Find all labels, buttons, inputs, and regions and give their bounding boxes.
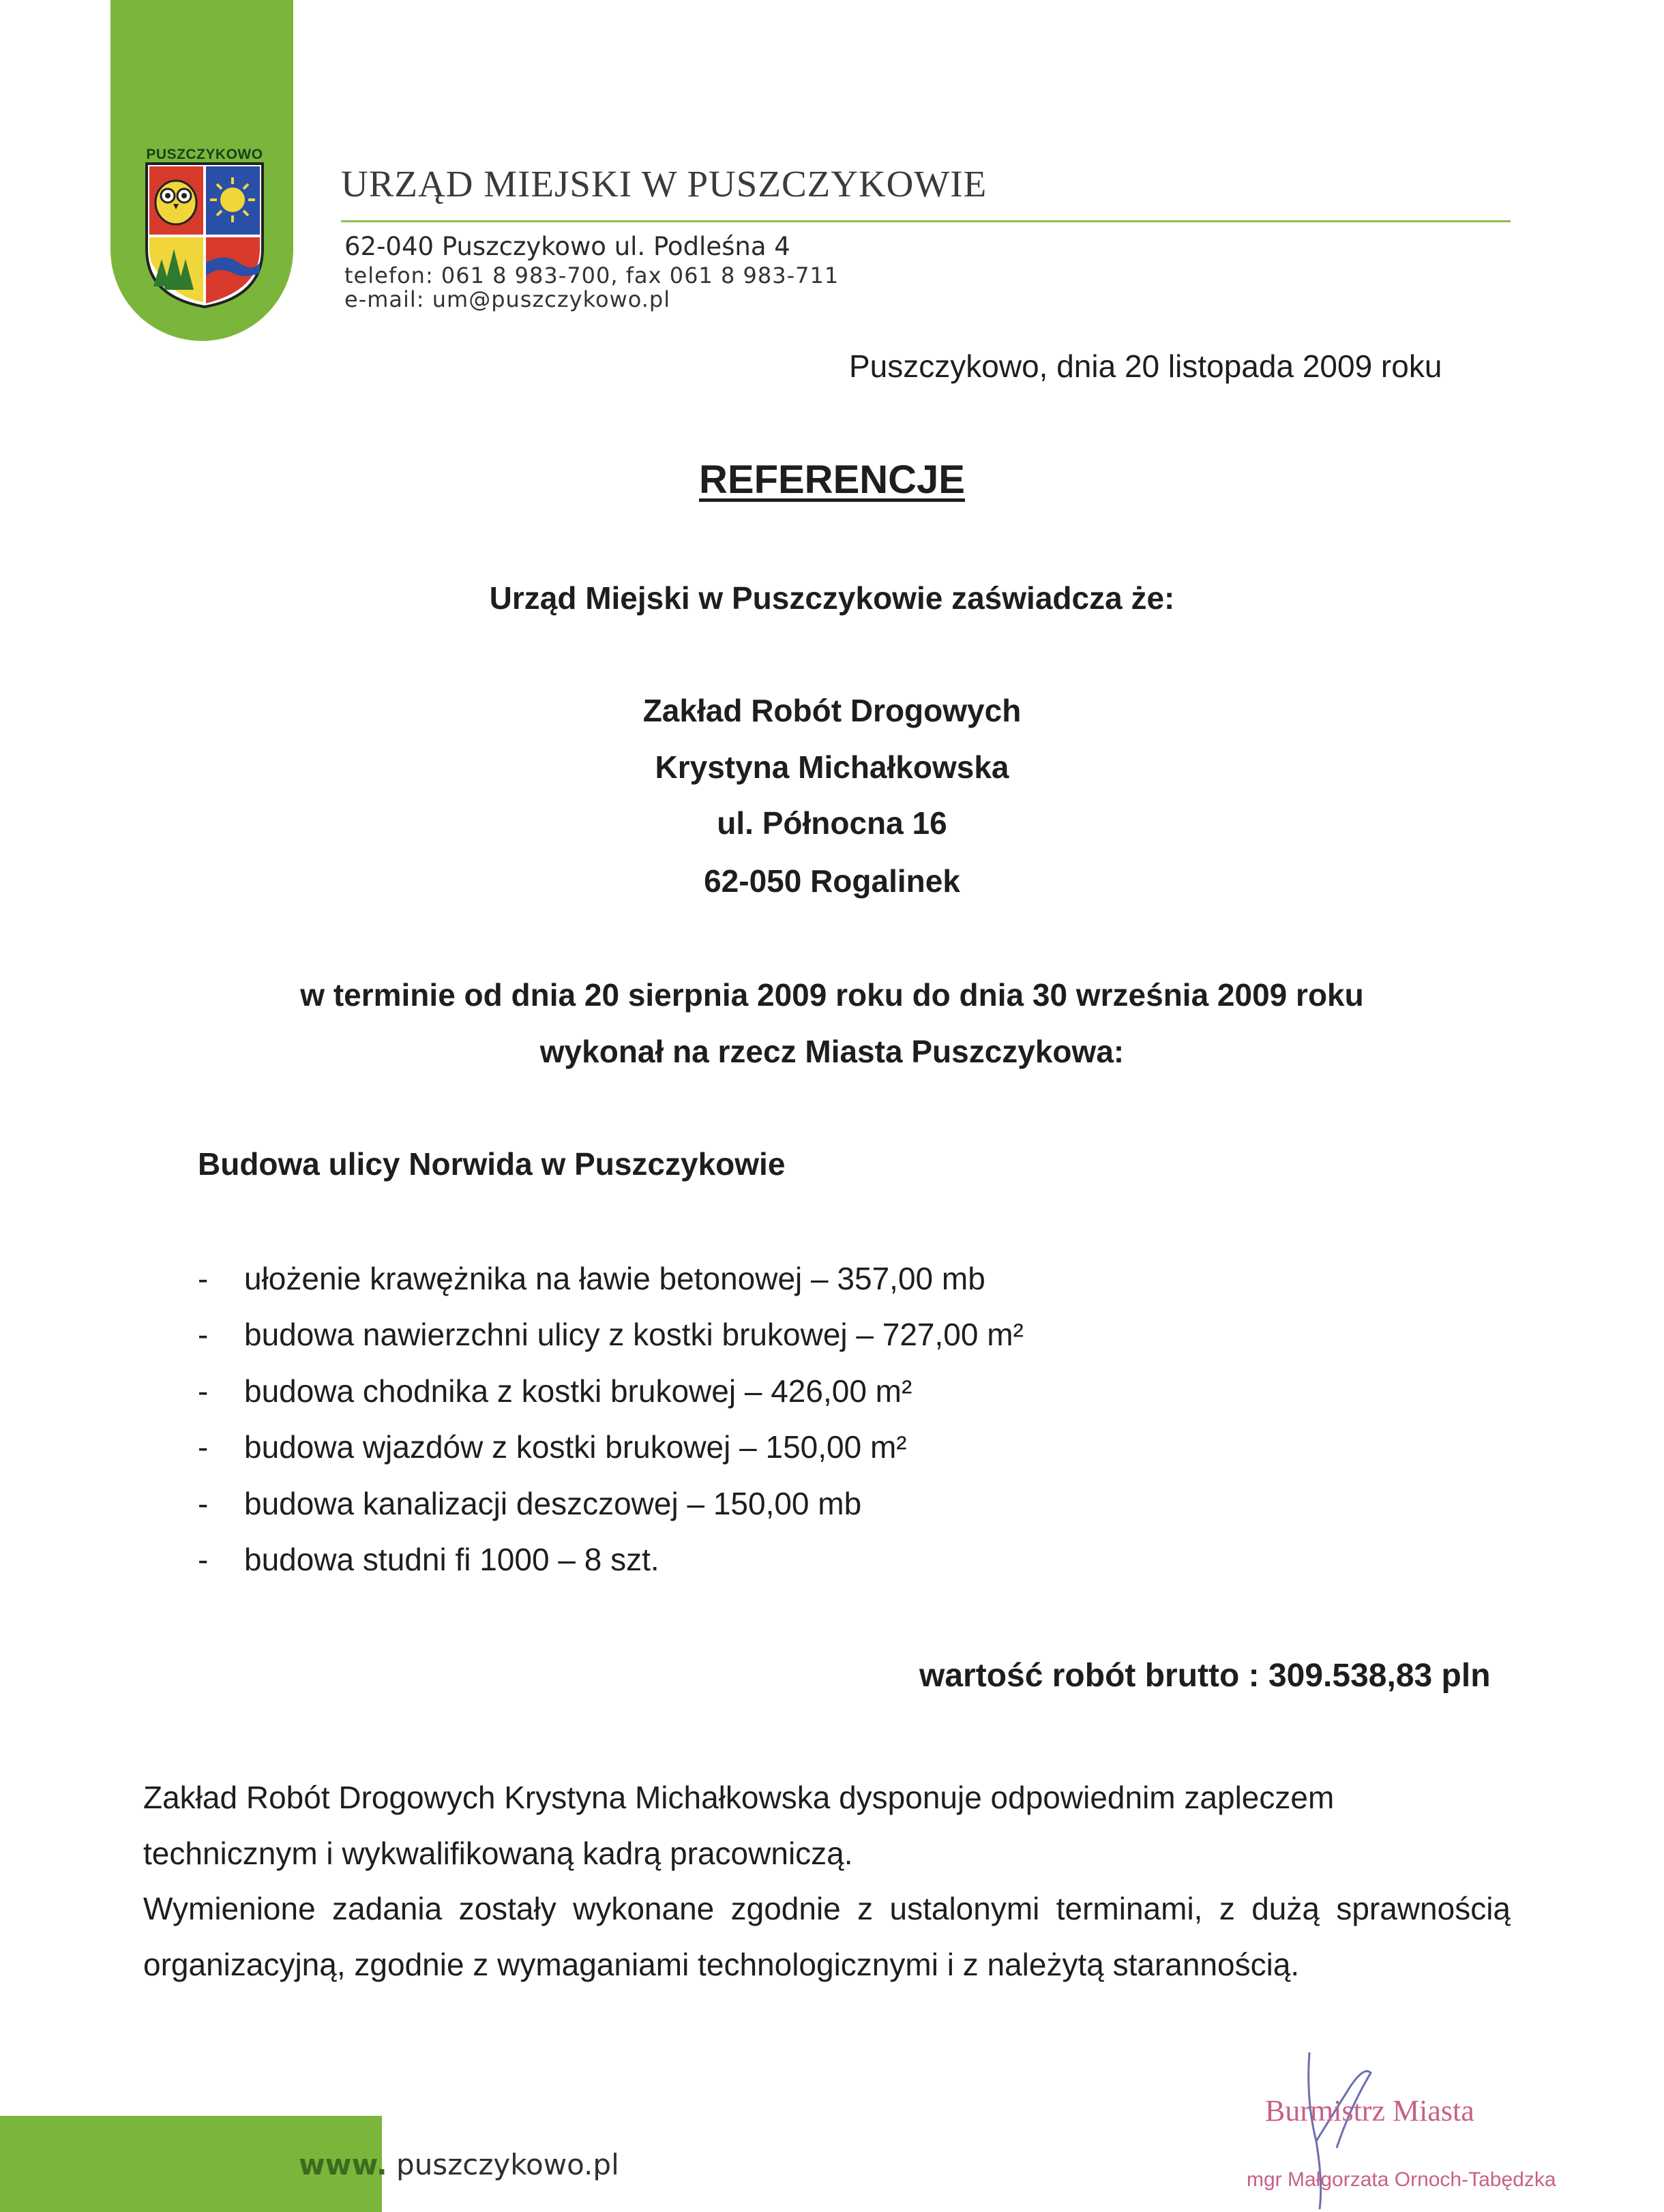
bullet-dash: -	[198, 1486, 209, 1521]
bullet-dash: -	[198, 1429, 209, 1465]
company-line: 62-050 Rogalinek	[704, 863, 960, 899]
term-line: w terminie od dnia 20 sierpnia 2009 roku do dnia 30 września 2009 roku	[300, 977, 1364, 1013]
list-item-text: budowa studni fi 1000 – 8 szt.	[244, 1542, 659, 1577]
certify-statement: Urząd Miejski w Puszczykowie zaświadcza że:	[489, 580, 1175, 616]
footer-www: www.	[299, 2148, 387, 2181]
list-item-text: budowa wjazdów z kostki brukowej – 150,00 m²	[244, 1429, 907, 1465]
paragraph-completion: Wymienione zadania zostały wykonane zgodnie z ustalonymi terminami, z dużą sprawnością organizacyjną, zgodnie z wymaganiami technologicznymi i z należytą starannością.	[143, 1891, 1511, 1982]
signature-title: Burmistrz Miasta	[1265, 2094, 1474, 2127]
coat-of-arms-icon	[143, 160, 266, 310]
bullet-dash: -	[198, 1373, 209, 1409]
bullet-dash: -	[198, 1261, 209, 1296]
crest-label: PUSZCZYKOWO	[146, 147, 263, 162]
company-line: Zakład Robót Drogowych	[642, 693, 1022, 728]
list-item-text: budowa chodnika z kostki brukowej – 426,00 m²	[244, 1373, 912, 1409]
list-item	[198, 1373, 912, 1409]
signature-name: mgr Małgorzata Ornoch-Tabędzka	[1247, 2168, 1556, 2191]
company-line: ul. Północna 16	[717, 805, 947, 841]
office-phone: telefon: 061 8 983-700, fax 061 8 983-711	[344, 263, 840, 288]
document-title: REFERENCJE	[699, 458, 965, 502]
footer-website[interactable]	[299, 2148, 619, 2181]
list-item-text: budowa nawierzchni ulicy z kostki brukowej – 727,00 m²	[244, 1317, 1024, 1352]
bullet-dash: -	[198, 1317, 209, 1352]
list-item-text: ułożenie krawężnika na ławie betonowej – 357,00 mb	[244, 1261, 985, 1296]
office-email: e-mail: um@puszczykowo.pl	[344, 286, 671, 312]
paragraph-capabilities: Zakład Robót Drogowych Krystyna Michałkowska dysponuje odpowiednim zapleczem technicznym i wykwalifikowaną kadrą pracowniczą.	[143, 1780, 1335, 1871]
header-divider	[341, 220, 1511, 222]
list-item	[198, 1316, 1024, 1353]
list-item	[198, 1541, 659, 1578]
footer-domain: puszczykowo.pl	[396, 2148, 619, 2181]
total-value: wartość robót brutto : 309.538,83 pln	[919, 1658, 1491, 1694]
list-item	[198, 1260, 985, 1297]
list-item	[198, 1485, 861, 1522]
bullet-dash: -	[198, 1542, 209, 1577]
list-item-text: budowa kanalizacji deszczowej – 150,00 mb	[244, 1486, 862, 1521]
company-line: Krystyna Michałkowska	[655, 749, 1009, 785]
office-title: URZĄD MIEJSKI W PUSZCZYKOWIE	[341, 163, 987, 205]
term-line: wykonał na rzecz Miasta Puszczykowa:	[539, 1034, 1125, 1069]
list-item	[198, 1429, 907, 1465]
project-title: Budowa ulicy Norwida w Puszczykowie	[198, 1146, 786, 1182]
office-address: 62-040 Puszczykowo ul. Podleśna 4	[344, 232, 790, 261]
document-date: Puszczykowo, dnia 20 listopada 2009 roku	[849, 348, 1442, 384]
